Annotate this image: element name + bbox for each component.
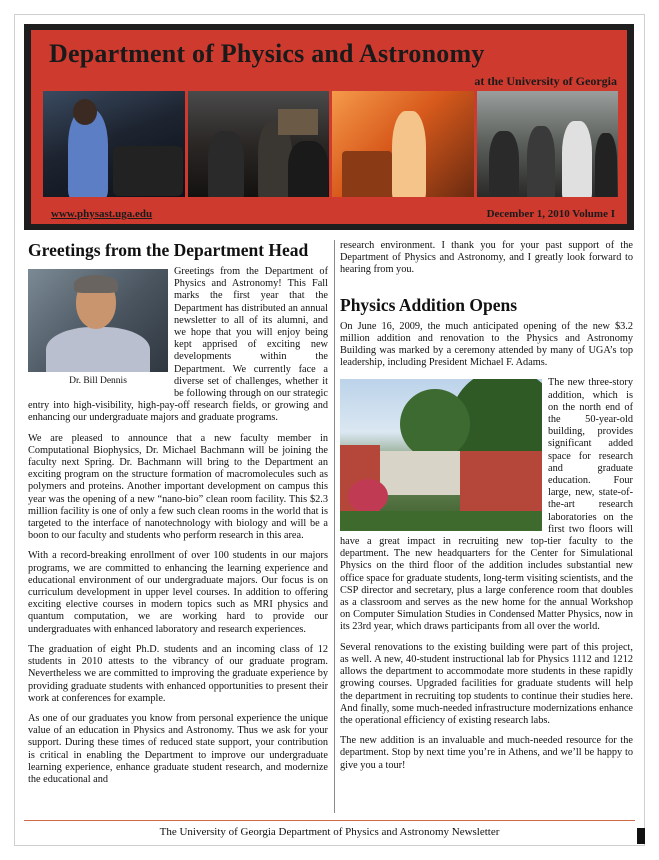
greetings-paragraph-4: The graduation of eight Ph.D. students and an incoming class of 12 students in 2010 attests to the vibrancy of our graduate program. Nevertheless we are committed to improving the graduate experience by providing graduate students with enhanced opportunities to present their work at conferences for example. (28, 643, 328, 704)
photo-caption: Dr. Bill Dennis (69, 376, 127, 386)
masthead-banner (31, 30, 627, 224)
website-link[interactable]: www.physast.uga.edu (51, 208, 153, 220)
lab-photo-4 (477, 91, 619, 197)
column-divider (334, 240, 335, 813)
lab-photo-3 (332, 91, 474, 197)
greetings-paragraph-3: With a record-breaking enrollment of over 100 students in our majors programs, we are committed to enhancing the learning experience and educational environment of our undergraduate majors. Our focus is on curriculum development in upper level courses. In addition to offering exciting elective courses in modern topics such as MRI physics and quantum computation, we are working hard to provide our undergraduates with enhanced laboratory and research experiences. (28, 550, 328, 635)
addition-heading: Physics Addition Opens (340, 294, 517, 315)
addition-paragraph-4: The new addition is an invaluable and much-needed resource for the department. Stop by next time you’re in Athens, and we’ll be happy to give you a tour! (340, 735, 633, 771)
lab-photo-2 (188, 91, 330, 197)
footer-text: The University of Georgia Department of Physics and Astronomy Newsletter (159, 826, 500, 838)
greetings-heading: Greetings from the Department Head (28, 240, 309, 260)
greetings-continuation: research environment. I thank you for your past support of the Department of Physics and Astronomy, and I greatly look forward to hearing from you. (340, 240, 633, 276)
department-head-photo (28, 269, 168, 387)
addition-paragraph-2: The new three-story addition, which is on the north end of the 50-year-old building, provides significant added space for research and graduate education. Four large, new, state-of-the-art research laboratories on the first two floors will have a great impact in recruiting new top-tier faculty to the department. The new headquarters for the Center for Simulational Physics on the third floor of the addition includes substantial new office space for graduate students, long-term visiting scientists, and the CSP director and secretary, plus a large conference room that doubles as a classroom and serves as the new home for the annual Workshop on Computer Simulation Studies in Condensed Matter Physics, now in its 23rd year, which draws participants from all over the world. (340, 377, 633, 633)
newsletter-subtitle: at the University of Georgia (474, 74, 617, 88)
addition-paragraph-1: On June 16, 2009, the much anticipated opening of the new $3.2 million addition and renovation to the Physics and Astronomy Building was marked by a ceremony attended by many of UGA’s top leadership, including President Michael F. Adams. (340, 320, 633, 369)
greetings-paragraph-5: As one of our graduates you know from personal experience the unique value of an education in Physics and Astronomy. Thus we ask for your support. During these times of reduced state support, your contribution is critical in enabling the Department to improve our undergraduate learning experience, enhance graduate student research, and modernize the educational and (28, 712, 328, 785)
greetings-paragraph-1: Greetings from the Department of Physics and Astronomy! This Fall marks the first year that the Department has distributed an annual newsletter to all of its alumni, and we hope that you will enjoy being kept apprised of exciting new developments within the Department. We currently face a diverse set of challenges, whether it be following through on our strategic entry into high-visibility, high-pay-off research fields, or growing and enhancing our undergraduate majors and graduate programs. (28, 266, 328, 424)
newsletter-title: Department of Physics and Astronomy (49, 39, 485, 68)
addition-paragraph-3: Several renovations to the existing building were part of this project, as well. A new, 40-student instructional lab for Physics 1112 and 1212 allows the department to accommodate more students in these rapidly growing courses. Upgraded facilities for graduate students will help the department in recruiting top students to continue their studies here. And finally, some much-needed infrastructure modernizations enhance the operational efficiency of existing research labs. (340, 641, 633, 726)
left-column (28, 240, 328, 794)
portrait-image (28, 269, 168, 372)
issue-date: December 1, 2010 Volume I (486, 208, 615, 220)
right-column (340, 240, 633, 780)
page-marker (637, 828, 645, 844)
greetings-paragraph-2: We are pleased to announce that a new faculty member in Computational Biophysics, Dr. Michael Bachmann will be joining the faculty next Spring. Dr. Bachmann will bring to the Department an exciting program on the structure formation of macromolecules such as polymers and proteins. Another important development on campus this year was the opening of a new “nano-bio” clean room facility. This $2.3 million facility is one of only a few such clean rooms in the world that is targeted to the interface of nanotechnology with biology and will be a boon to our faculty and students who perform research in this area. (28, 432, 328, 542)
masthead-photo-strip (43, 91, 618, 197)
lab-photo-1 (43, 91, 185, 197)
footer-rule (24, 820, 635, 821)
masthead (24, 24, 634, 230)
physics-addition-photo (340, 379, 542, 531)
